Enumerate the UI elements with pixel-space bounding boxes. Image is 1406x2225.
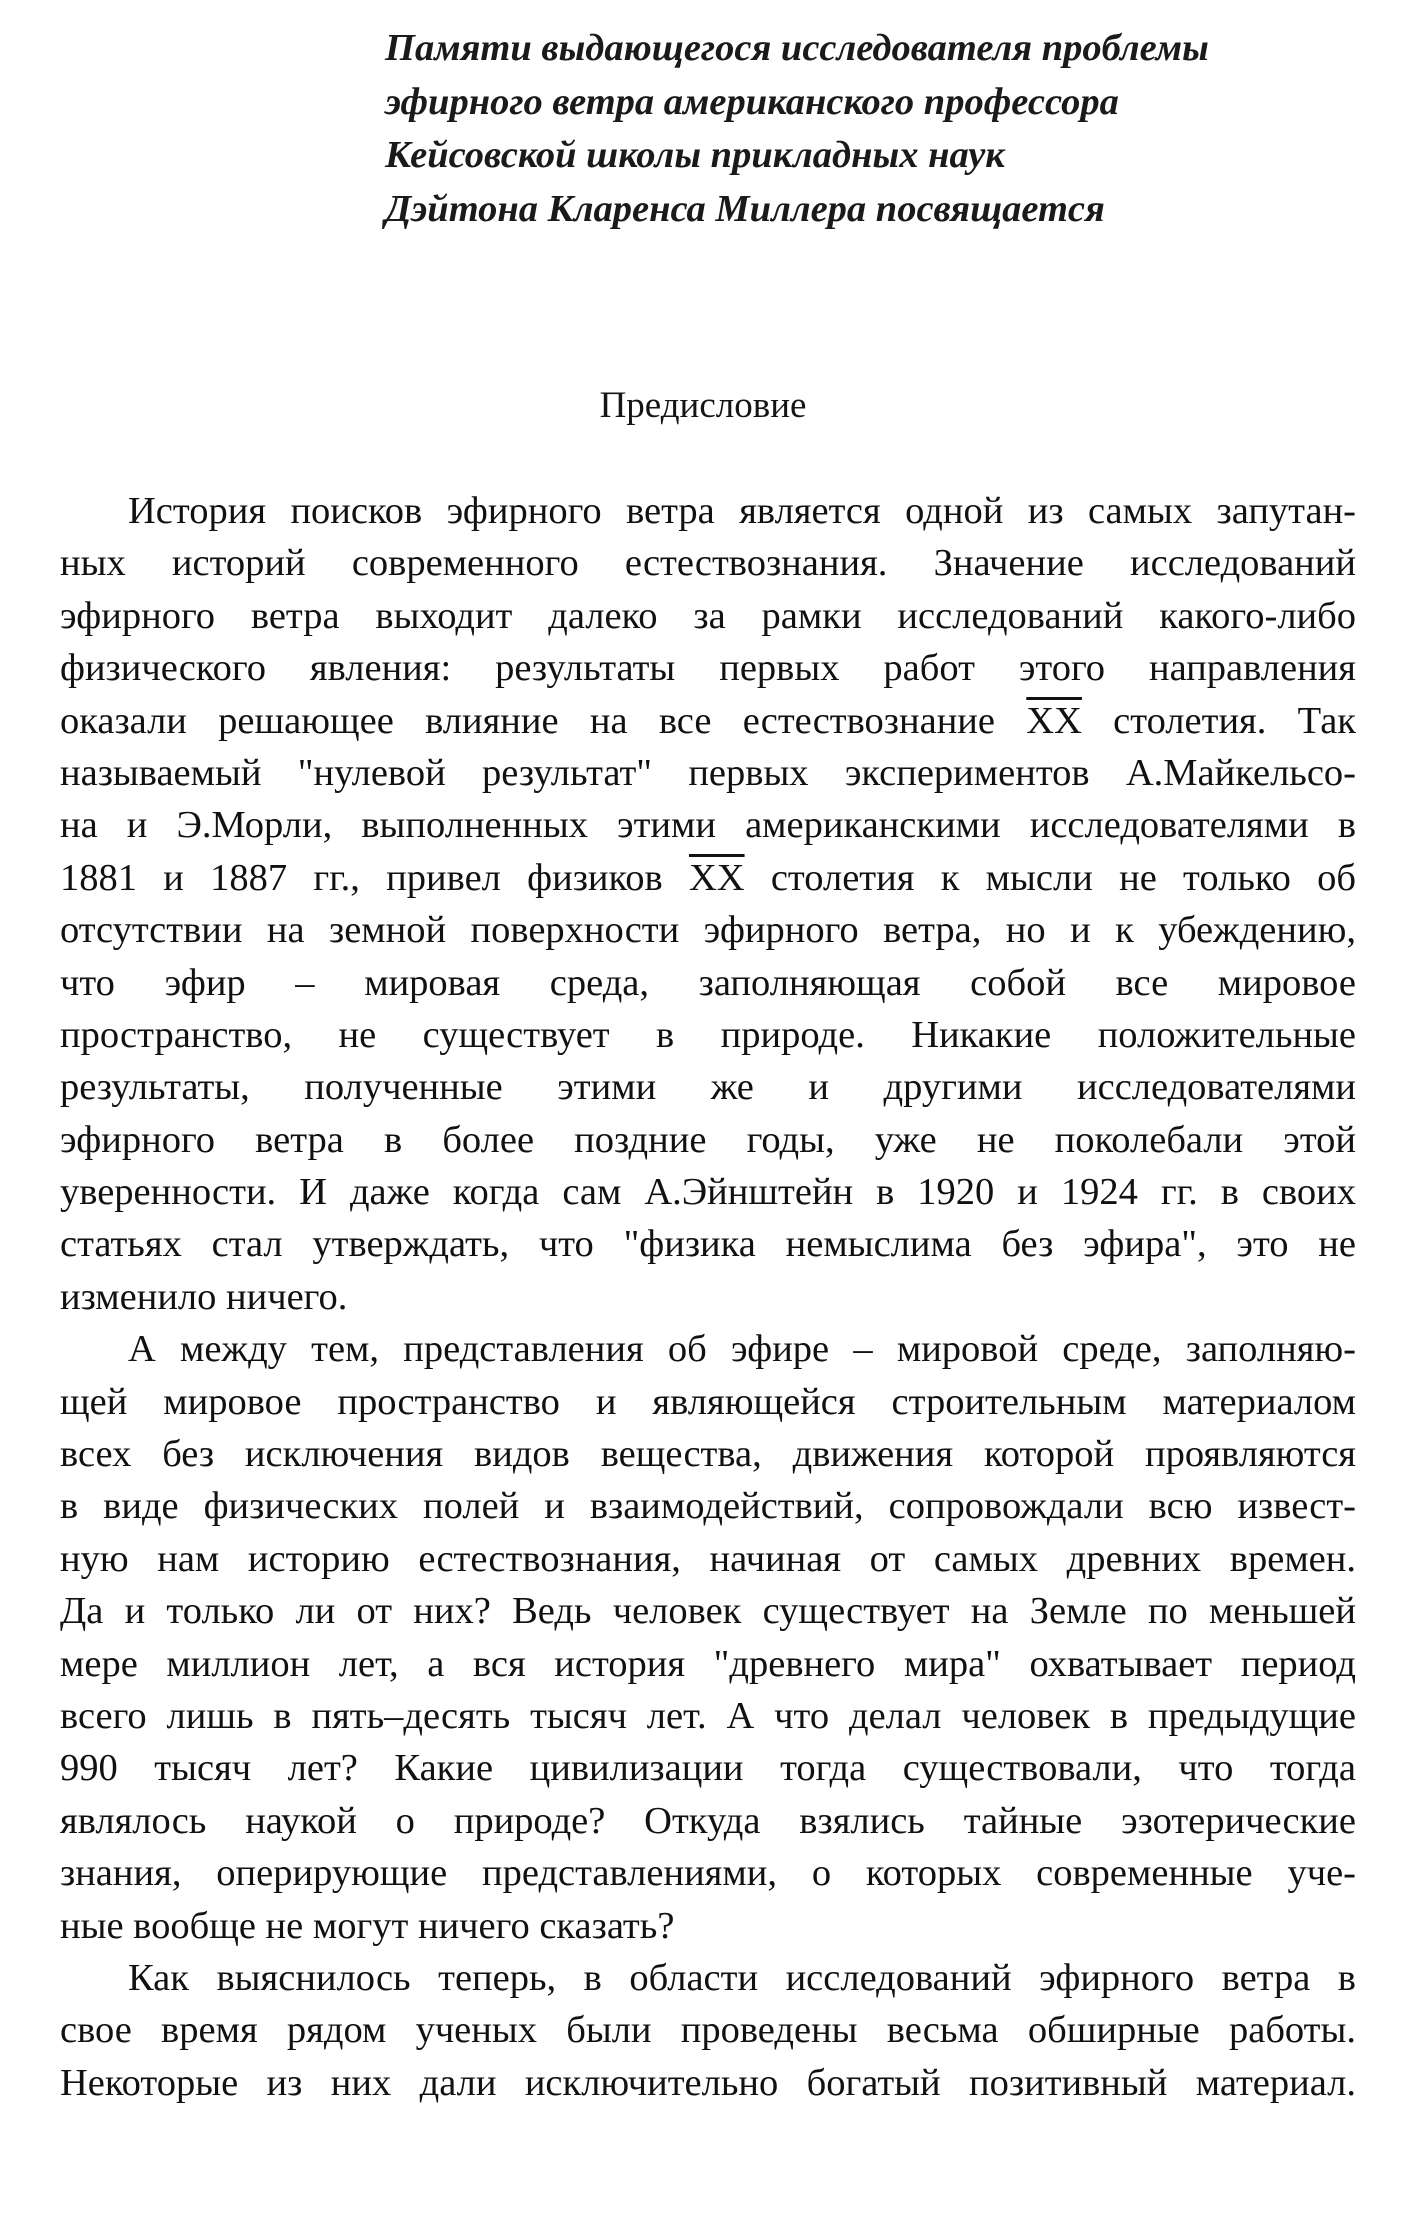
text-line: всех без исключения видов вещества, движения которой проявляются xyxy=(60,1433,1356,1476)
text-line: всего лишь в пять–десять тысяч лет. А что делал человек в предыдущие xyxy=(60,1694,1356,1737)
text-line: ных историй современного естествознания. Значение исследований xyxy=(60,542,1356,585)
paragraph-3 xyxy=(60,1952,1356,2109)
dedication-line: Памяти выдающегося исследователя проблемы xyxy=(385,27,1209,69)
text-line: уверенности. И даже когда сам А.Эйнштейн в 1920 и 1924 гг. в своих xyxy=(60,1171,1356,1214)
dedication-line: Кейсовской школы прикладных наук xyxy=(385,134,1005,176)
text-line: физического явления: результаты первых работ этого направления xyxy=(60,647,1356,690)
section-title: Предисловие xyxy=(599,385,807,426)
paragraph-1 xyxy=(60,485,1356,1323)
paragraph-2 xyxy=(60,1323,1356,1952)
text-line: Да и только ли от них? Ведь человек существует на Земле по меньшей xyxy=(60,1590,1356,1633)
text-line: эфирного ветра выходит далеко за рамки исследований какого-либо xyxy=(60,594,1356,637)
text-line: Как выяснилось теперь, в области исследований эфирного ветра в xyxy=(128,1956,1356,1999)
text-line: являлось наукой о природе? Откуда взялись тайные эзотерические xyxy=(60,1799,1356,1842)
text-line: изменило ничего. xyxy=(60,1275,348,1318)
roman-numeral: $\overline{XX}$ xyxy=(688,856,745,899)
text-line: на и Э.Морли, выполненных этими американскими исследователями в xyxy=(60,804,1356,847)
roman-numeral: $\overline{XX}$ xyxy=(1026,699,1082,742)
text-line: что эфир – мировая среда, заполняющая собой все мировое xyxy=(60,961,1356,1004)
text-line: отсутствии на земной поверхности эфирного ветра, но и к убеждению, xyxy=(60,909,1356,952)
text-line: результаты, полученные этими же и другими исследователями xyxy=(60,1066,1356,1109)
text-line: в виде физических полей и взаимодействий, сопровождали всю извест- xyxy=(60,1485,1356,1528)
text-line: оказали решающее влияние на все естествознание $\overline{XX}$ столетия. Так xyxy=(60,699,1356,742)
text-line: А между тем, представления об эфире – мировой среде, заполняю- xyxy=(128,1328,1356,1371)
text-line: щей мировое пространство и являющейся строительным материалом xyxy=(60,1380,1356,1423)
text-line: Некоторые из них дали исключительно богатый позитивный материал. xyxy=(60,2061,1356,2104)
text-line: свое время рядом ученых были проведены весьма обширные работы. xyxy=(60,2009,1356,2052)
text-line: ные вообще не могут ничего сказать? xyxy=(60,1904,675,1947)
text-line: статьях стал утверждать, что "физика немыслима без эфира", это не xyxy=(60,1223,1356,1266)
text-line: История поисков эфирного ветра является одной из самых запутан- xyxy=(128,490,1356,532)
text-line: 990 тысяч лет? Какие цивилизации тогда существовали, что тогда xyxy=(60,1747,1356,1790)
body-text xyxy=(60,485,1356,2109)
text-line: 1881 и 1887 гг., привел физиков $\overline{XX}$ столетия к мысли не только об xyxy=(60,856,1356,899)
text-line: знания, оперирующие представлениями, о которых современные уче- xyxy=(60,1852,1356,1895)
text-line: ную нам историю естествознания, начиная от самых древних времен. xyxy=(60,1537,1356,1580)
dedication-epigraph xyxy=(385,22,1345,236)
dedication-line: эфирного ветра американского профессора xyxy=(385,80,1119,123)
text-line: пространство, не существует в природе. Никакие положительные xyxy=(60,1013,1356,1056)
text-line: мере миллион лет, а вся история "древнего мира" охватывает период xyxy=(60,1642,1356,1685)
text-line: называемый "нулевой результат" первых экспериментов А.Майкельсо- xyxy=(60,751,1356,794)
dedication-line: Дэйтона Кларенса Миллера посвящается xyxy=(385,187,1105,230)
text-line: эфирного ветра в более поздние годы, уже не поколебали этой xyxy=(60,1118,1356,1161)
